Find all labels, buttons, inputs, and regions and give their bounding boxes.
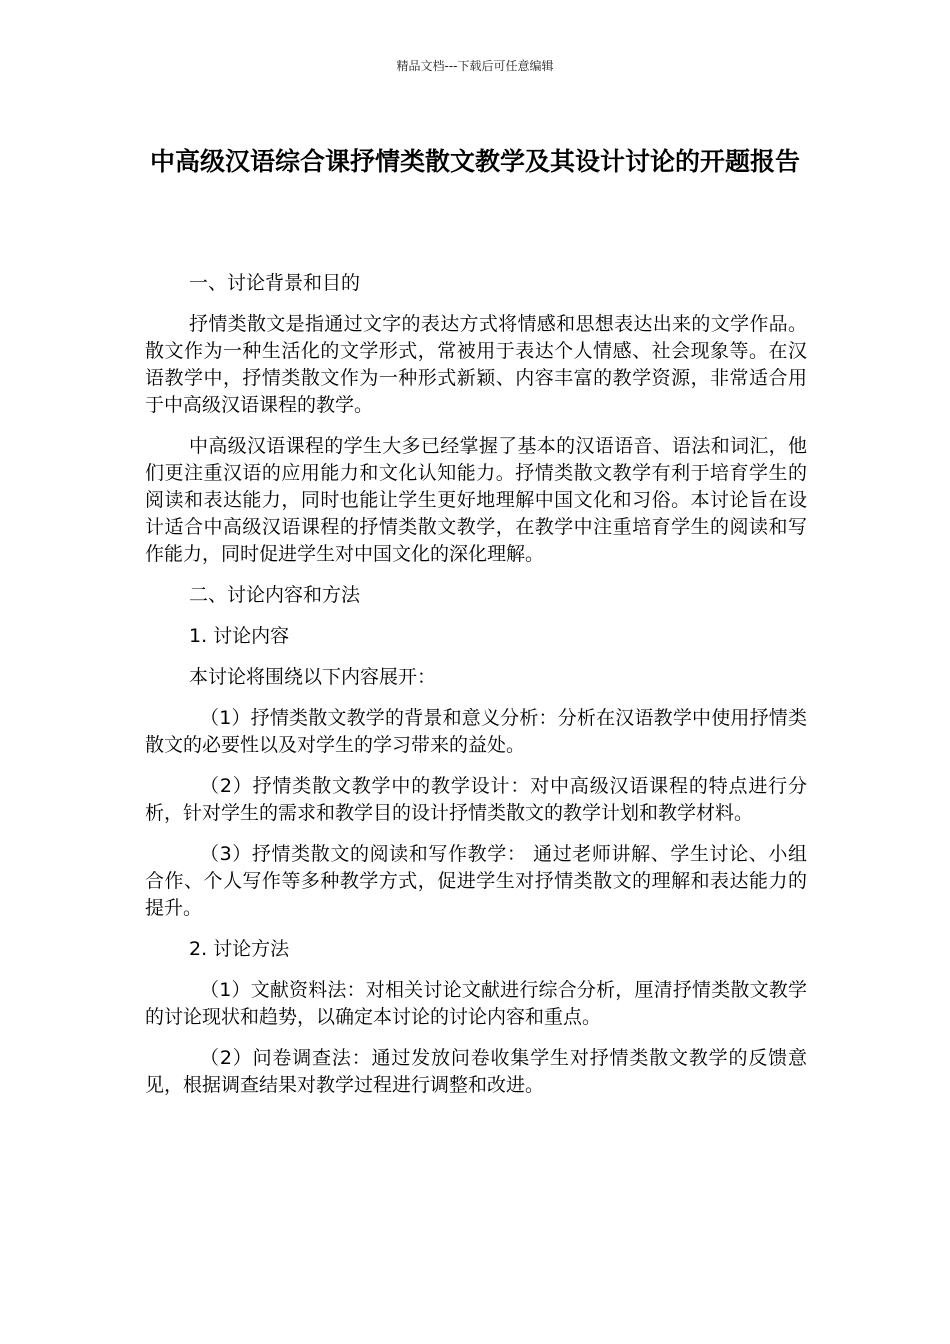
- paragraph: 抒情类散文是指通过文字的表达方式将情感和思想表达出来的文学作品。散文作为一种生活化的文学形式，常被用于表达个人情感、社会现象等。在汉语教学中，抒情类散文作为一种形式新颖、内容丰富的教学资源，非常适合用于中高级汉语课程的教学。: [145, 313, 807, 416]
- document-body: [145, 270, 807, 1113]
- subsection-heading: 2. 讨论方法: [189, 938, 290, 960]
- subsection-heading: 1. 讨论内容: [189, 625, 290, 647]
- list-item: （1）抒情类散文教学的背景和意义分析：分析在汉语教学中使用抒情类散文的必要性以及对学生的学习带来的益处。: [145, 707, 807, 756]
- list-item: （3）抒情类散文的阅读和写作教学： 通过老师讲解、学生讨论、小组合作、个人写作等多种教学方式，促进学生对抒情类散文的理解和表达能力的提升。: [145, 843, 807, 919]
- list-item: （2）抒情类散文教学中的教学设计：对中高级汉语课程的特点进行分析，针对学生的需求和教学目的设计抒情类散文的教学计划和教学材料。: [145, 775, 807, 824]
- paragraph: 本讨论将围绕以下内容展开：: [189, 666, 437, 688]
- list-item: （2）问卷调查法：通过发放问卷收集学生对抒情类散文教学的反馈意见，根据调查结果对教学过程进行调整和改进。: [145, 1047, 807, 1096]
- header-note: 精品文档---下载后可任意编辑: [396, 59, 554, 73]
- section-heading-2: 二、讨论内容和方法: [189, 584, 361, 606]
- document-title: 中高级汉语综合课抒情类散文教学及其设计讨论的开题报告: [149, 147, 800, 176]
- section-heading-1: 一、讨论背景和目的: [189, 272, 361, 294]
- paragraph: 中高级汉语课程的学生大多已经掌握了基本的汉语语音、语法和词汇，他们更注重汉语的应用能力和文化认知能力。抒情类散文教学有利于培育学生的阅读和表达能力，同时也能让学生更好地理解中国文化和习俗。本讨论旨在设计适合中高级汉语课程的抒情类散文教学，在教学中注重培育学生的阅读和写作能力，同时促进学生对中国文化的深化理解。: [145, 435, 807, 565]
- list-item: （1）文献资料法：对相关讨论文献进行综合分析，厘清抒情类散文教学的讨论现状和趋势，以确定本讨论的讨论内容和重点。: [145, 979, 807, 1028]
